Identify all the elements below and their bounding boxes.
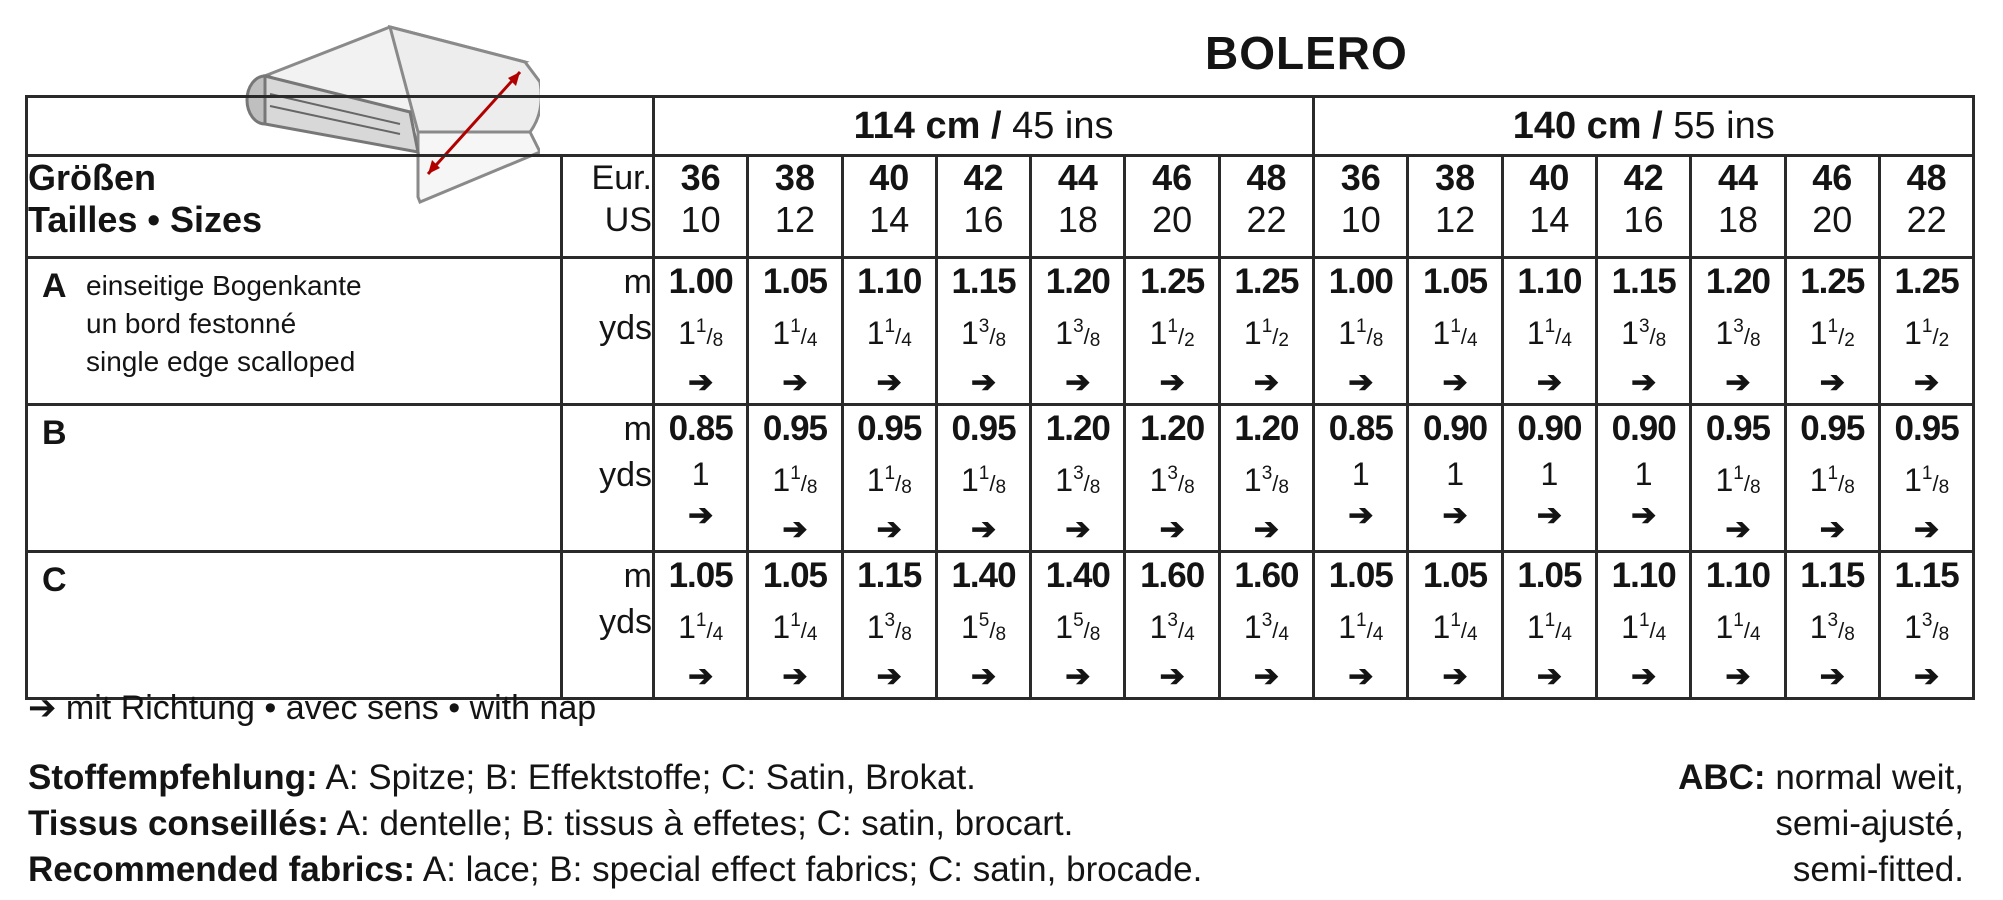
size-us: 22 [1906, 199, 1947, 240]
nap-arrow-icon: ➔ [1536, 366, 1562, 399]
size-column-header [842, 156, 936, 258]
nap-arrow-icon: ➔ [1442, 366, 1468, 399]
size-column-header [654, 156, 748, 258]
meters-value: 1.15 [857, 556, 922, 595]
size-column-header [1691, 156, 1785, 258]
yards-value: $1^3/_8$ [1243, 462, 1289, 498]
yardage-cell [1031, 405, 1125, 552]
nap-note: ➔ mit Richtung • avec sens • with nap [28, 689, 597, 727]
meters-value: 0.95 [762, 409, 827, 448]
yards-value: 1 [1634, 456, 1653, 492]
meters-value: 1.25 [1800, 262, 1865, 301]
meters-value: 0.95 [1894, 409, 1959, 448]
yardage-cell [1597, 552, 1691, 699]
nap-arrow-icon: ➔ [1159, 366, 1185, 399]
fit-description: ABC: normal weit, semi-ajusté, semi-fitted. [1678, 758, 1964, 889]
nap-arrow-icon: ➔ [970, 366, 997, 399]
size-eur: 44 [1057, 157, 1098, 198]
meters-value: 1.40 [951, 556, 1016, 595]
meters-value: 0.85 [1328, 409, 1393, 448]
nap-arrow-icon: ➔ [1631, 660, 1657, 693]
yardage-cell [1314, 258, 1408, 405]
pattern-title: BOLERO [1205, 27, 1408, 79]
yardage-cell [936, 405, 1030, 552]
meters-value: 1.10 [1705, 556, 1771, 595]
yardage-cell [1502, 405, 1596, 552]
unit-label: m yds [562, 552, 654, 699]
meters-value: 1.15 [951, 262, 1016, 301]
yards-value: $1^3/_8$ [1621, 315, 1667, 351]
yardage-cell [1125, 258, 1219, 405]
nap-arrow-icon: ➔ [1442, 499, 1468, 532]
size-label: Größen Tailles • Sizes [27, 156, 562, 258]
nap-arrow-icon: ➔ [1065, 513, 1091, 546]
nap-arrow-icon: ➔ [688, 660, 714, 693]
yardage-cell [1314, 405, 1408, 552]
size-column-header [748, 156, 842, 258]
yardage-cell [1502, 552, 1596, 699]
fabric-row-b [27, 405, 1974, 552]
yardage-cell [748, 258, 842, 405]
meters-value: 1.20 [1140, 409, 1205, 448]
view-label [27, 552, 562, 699]
meters-value: 1.25 [1234, 262, 1299, 301]
yards-value: $1^1/_2$ [1904, 315, 1950, 351]
size-system-label: Eur. US [562, 156, 654, 258]
yards-value: $1^3/_8$ [1055, 462, 1101, 498]
yardage-cell [1408, 258, 1502, 405]
meters-value: 1.15 [1800, 556, 1865, 595]
nap-arrow-icon: ➔ [1914, 366, 1940, 399]
size-us: 18 [1057, 199, 1098, 240]
yardage-cell [1785, 405, 1879, 552]
nap-arrow-icon: ➔ [1253, 366, 1280, 399]
nap-arrow-icon: ➔ [1065, 660, 1091, 693]
nap-arrow-icon: ➔ [782, 513, 808, 546]
view-letter: C [42, 561, 67, 599]
nap-arrow-icon: ➔ [1536, 499, 1562, 532]
meters-value: 1.05 [1517, 556, 1582, 595]
meters-value: 0.90 [1517, 409, 1582, 448]
yards-value: $1^1/_8$ [961, 462, 1007, 498]
yards-value: $1^1/_4$ [1526, 609, 1572, 645]
yards-value: $1^1/_2$ [1149, 315, 1195, 351]
yards-value: 1 [1540, 456, 1559, 492]
recommendation-de: Stoffempfehlung: A: Spitze; B: Effektstoffe; C: Satin, Brokat. [28, 758, 976, 797]
size-column-header [1597, 156, 1691, 258]
fabric-recommendations [28, 755, 1202, 893]
size-us: 20 [1152, 199, 1193, 240]
size-eur: 42 [963, 157, 1004, 198]
fabric-row-c [27, 552, 1974, 699]
nap-arrow-icon: ➔ [1631, 366, 1657, 399]
size-us: 10 [680, 199, 721, 240]
yards-value: $1^3/_4$ [1243, 609, 1289, 645]
meters-value: 1.25 [1894, 262, 1959, 301]
meters-value: 0.95 [1705, 409, 1771, 448]
size-column-header [1785, 156, 1879, 258]
yardage-cell [1125, 405, 1219, 552]
nap-arrow-icon: ➔ [1725, 513, 1751, 546]
yards-value: $1^1/_4$ [866, 315, 912, 351]
yards-value: $1^3/_8$ [1055, 315, 1101, 351]
yardage-cell [1691, 258, 1785, 405]
yardage-cell [1502, 258, 1596, 405]
size-us: 10 [1340, 199, 1381, 240]
view-letter: B [42, 414, 67, 452]
nap-arrow-icon: ➔ [688, 499, 714, 532]
nap-arrow-icon: ➔ [1253, 660, 1280, 693]
meters-value: 1.05 [1328, 556, 1393, 595]
yardage-cell [936, 552, 1030, 699]
nap-arrow-icon: ➔ [1348, 499, 1374, 532]
nap-arrow-icon: ➔ [876, 513, 902, 546]
yards-value: $1^1/_8$ [678, 315, 724, 351]
meters-value: 0.95 [951, 409, 1016, 448]
nap-arrow-icon: ➔ [876, 660, 902, 693]
yards-value: 1 [691, 456, 710, 492]
yards-value: $1^1/_4$ [772, 609, 818, 645]
meters-value: 1.15 [1611, 262, 1676, 301]
meters-value: 1.25 [1140, 262, 1205, 301]
yards-value: $1^3/_8$ [961, 315, 1007, 351]
meters-value: 1.00 [668, 262, 733, 301]
size-us: 14 [1529, 199, 1570, 240]
nap-arrow-icon: ➔ [1914, 660, 1940, 693]
yardage-cell [1691, 552, 1785, 699]
meters-value: 0.85 [668, 409, 733, 448]
meters-value: 1.20 [1045, 262, 1110, 301]
meters-value: 1.60 [1140, 556, 1205, 595]
unit-label: m yds [562, 405, 654, 552]
yardage-cell [1031, 552, 1125, 699]
yardage-cell [1785, 258, 1879, 405]
meters-value: 0.90 [1423, 409, 1488, 448]
size-eur: 44 [1717, 157, 1758, 198]
size-column-header [1219, 156, 1313, 258]
meters-value: 1.05 [762, 262, 827, 301]
width-header-140: 140 cm / 55 ins [1314, 97, 1974, 156]
size-eur: 42 [1623, 157, 1664, 198]
yards-value: $1^3/_8$ [866, 609, 912, 645]
meters-value: 1.05 [1423, 556, 1488, 595]
size-eur: 46 [1152, 157, 1193, 198]
meters-value: 1.60 [1234, 556, 1299, 595]
yards-value: $1^3/_8$ [1149, 462, 1195, 498]
size-column-header [1879, 156, 1973, 258]
view-description: einseitige Bogenkante un bord festonné single edge scalloped [86, 270, 362, 377]
yards-value: $1^1/_2$ [1243, 315, 1289, 351]
yardage-cell [1031, 258, 1125, 405]
yards-value: $1^1/_8$ [772, 462, 818, 498]
nap-arrow-icon: ➔ [1065, 366, 1091, 399]
size-us: 20 [1812, 199, 1853, 240]
view-letter: A [42, 267, 67, 305]
size-us: 12 [1435, 199, 1476, 240]
yardage-cell [842, 258, 936, 405]
yardage-cell [1597, 258, 1691, 405]
recommendation-en: Recommended fabrics: A: lace; B: special effect fabrics; C: satin, brocade. [28, 850, 1203, 889]
yardage-cell [654, 258, 748, 405]
yardage-cell [1785, 552, 1879, 699]
unit-label: m yds [562, 258, 654, 405]
nap-arrow-icon: ➔ [1819, 366, 1845, 399]
nap-arrow-icon: ➔ [1819, 513, 1845, 546]
yards-value: $1^3/_4$ [1149, 609, 1195, 645]
meters-value: 1.05 [1423, 262, 1488, 301]
view-label [27, 405, 562, 552]
size-eur: 48 [1246, 157, 1287, 198]
meters-value: 0.90 [1611, 409, 1676, 448]
yards-value: $1^1/_4$ [1715, 609, 1761, 645]
meters-value: 0.95 [857, 409, 922, 448]
recommendation-fr: Tissus conseillés: A: dentelle; B: tissus à effetes; C: satin, brocart. [28, 804, 1074, 843]
yardage-cell [1691, 405, 1785, 552]
nap-arrow-icon: ➔ [876, 366, 902, 399]
meters-value: 1.00 [1328, 262, 1393, 301]
yardage-cell [1219, 258, 1313, 405]
meters-value: 1.15 [1894, 556, 1959, 595]
yardage-cell [1879, 552, 1973, 699]
yardage-cell [1879, 258, 1973, 405]
yards-value: 1 [1351, 456, 1370, 492]
nap-arrow-icon: ➔ [970, 660, 997, 693]
nap-arrow-icon: ➔ [970, 513, 997, 546]
yardage-cell [1408, 405, 1502, 552]
yardage-cell [1879, 405, 1973, 552]
yards-value: $1^1/_4$ [1526, 315, 1572, 351]
nap-arrow-icon: ➔ [1442, 660, 1468, 693]
yards-value: $1^1/_4$ [1338, 609, 1384, 645]
meters-value: 1.20 [1234, 409, 1299, 448]
meters-value: 1.40 [1045, 556, 1110, 595]
fabric-row-a [27, 258, 1974, 405]
nap-arrow-icon: ➔ [1725, 366, 1751, 399]
yards-value: $1^1/_4$ [772, 315, 818, 351]
nap-arrow-icon: ➔ [1348, 366, 1374, 399]
yardage-cell [1597, 405, 1691, 552]
nap-arrow-icon: ➔ [1725, 660, 1751, 693]
yards-value: $1^3/_8$ [1809, 609, 1855, 645]
yardage-table [25, 95, 1975, 700]
meters-value: 1.20 [1705, 262, 1771, 301]
yards-value: $1^1/_8$ [1338, 315, 1384, 351]
yards-value: $1^1/_4$ [1432, 315, 1478, 351]
meters-value: 1.10 [857, 262, 922, 301]
nap-arrow-icon: ➔ [1253, 513, 1280, 546]
size-eur: 38 [774, 157, 815, 198]
yardage-cell [1408, 552, 1502, 699]
size-column-header [1502, 156, 1596, 258]
yardage-cell [1314, 552, 1408, 699]
width-header-114: 114 cm / 45 ins [654, 97, 1314, 156]
nap-arrow-icon: ➔ [782, 660, 808, 693]
size-column-header [1125, 156, 1219, 258]
meters-value: 1.05 [762, 556, 827, 595]
yards-value: $1^1/_8$ [1809, 462, 1855, 498]
yardage-cell [936, 258, 1030, 405]
size-us: 18 [1717, 199, 1758, 240]
yards-value: 1 [1446, 456, 1464, 492]
nap-arrow-icon: ➔ [1819, 660, 1845, 693]
meters-value: 1.10 [1517, 262, 1582, 301]
meters-value: 0.95 [1800, 409, 1865, 448]
yards-value: $1^1/_8$ [866, 462, 912, 498]
yards-value: $1^1/_4$ [1621, 609, 1667, 645]
yardage-cell [748, 552, 842, 699]
nap-arrow-icon: ➔ [1914, 513, 1940, 546]
size-eur: 36 [680, 157, 721, 198]
meters-value: 1.05 [668, 556, 733, 595]
size-eur: 40 [1529, 157, 1570, 198]
size-eur: 40 [869, 157, 910, 198]
yards-value: $1^1/_2$ [1809, 315, 1855, 351]
size-us: 16 [963, 199, 1004, 240]
nap-arrow-icon: ➔ [782, 366, 808, 399]
size-column-header [1031, 156, 1125, 258]
yards-value: $1^1/_4$ [678, 609, 724, 645]
size-column-header [1408, 156, 1502, 258]
yardage-cell [654, 552, 748, 699]
size-eur: 46 [1812, 157, 1853, 198]
size-eur: 48 [1906, 157, 1947, 198]
size-us: 16 [1623, 199, 1664, 240]
yards-value: $1^5/_8$ [1055, 609, 1101, 645]
size-column-header [936, 156, 1030, 258]
yards-value: $1^5/_8$ [961, 609, 1007, 645]
meters-value: 1.10 [1611, 556, 1676, 595]
yardage-cell [842, 405, 936, 552]
size-us: 22 [1246, 199, 1287, 240]
yards-value: $1^1/_8$ [1904, 462, 1950, 498]
size-us: 12 [774, 199, 815, 240]
yardage-cell [748, 405, 842, 552]
nap-arrow-icon: ➔ [688, 366, 714, 399]
nap-arrow-icon: ➔ [1348, 660, 1374, 693]
size-column-header [1314, 156, 1408, 258]
yards-value: $1^3/_8$ [1715, 315, 1761, 351]
nap-arrow-icon: ➔ [1536, 660, 1562, 693]
view-label [27, 258, 562, 405]
yardage-cell [842, 552, 936, 699]
size-us: 14 [869, 199, 910, 240]
nap-arrow-icon: ➔ [1159, 513, 1185, 546]
size-eur: 38 [1435, 157, 1476, 198]
yardage-cell [1219, 405, 1313, 552]
yardage-cell [654, 405, 748, 552]
nap-arrow-icon: ➔ [1159, 660, 1185, 693]
yardage-cell [1125, 552, 1219, 699]
corner-cell [27, 97, 654, 156]
meters-value: 1.20 [1045, 409, 1110, 448]
yards-value: $1^1/_4$ [1432, 609, 1478, 645]
size-eur: 36 [1340, 157, 1381, 198]
yardage-cell [1219, 552, 1313, 699]
yards-value: $1^3/_8$ [1904, 609, 1950, 645]
yards-value: $1^1/_8$ [1715, 462, 1761, 498]
nap-arrow-icon: ➔ [1631, 499, 1657, 532]
